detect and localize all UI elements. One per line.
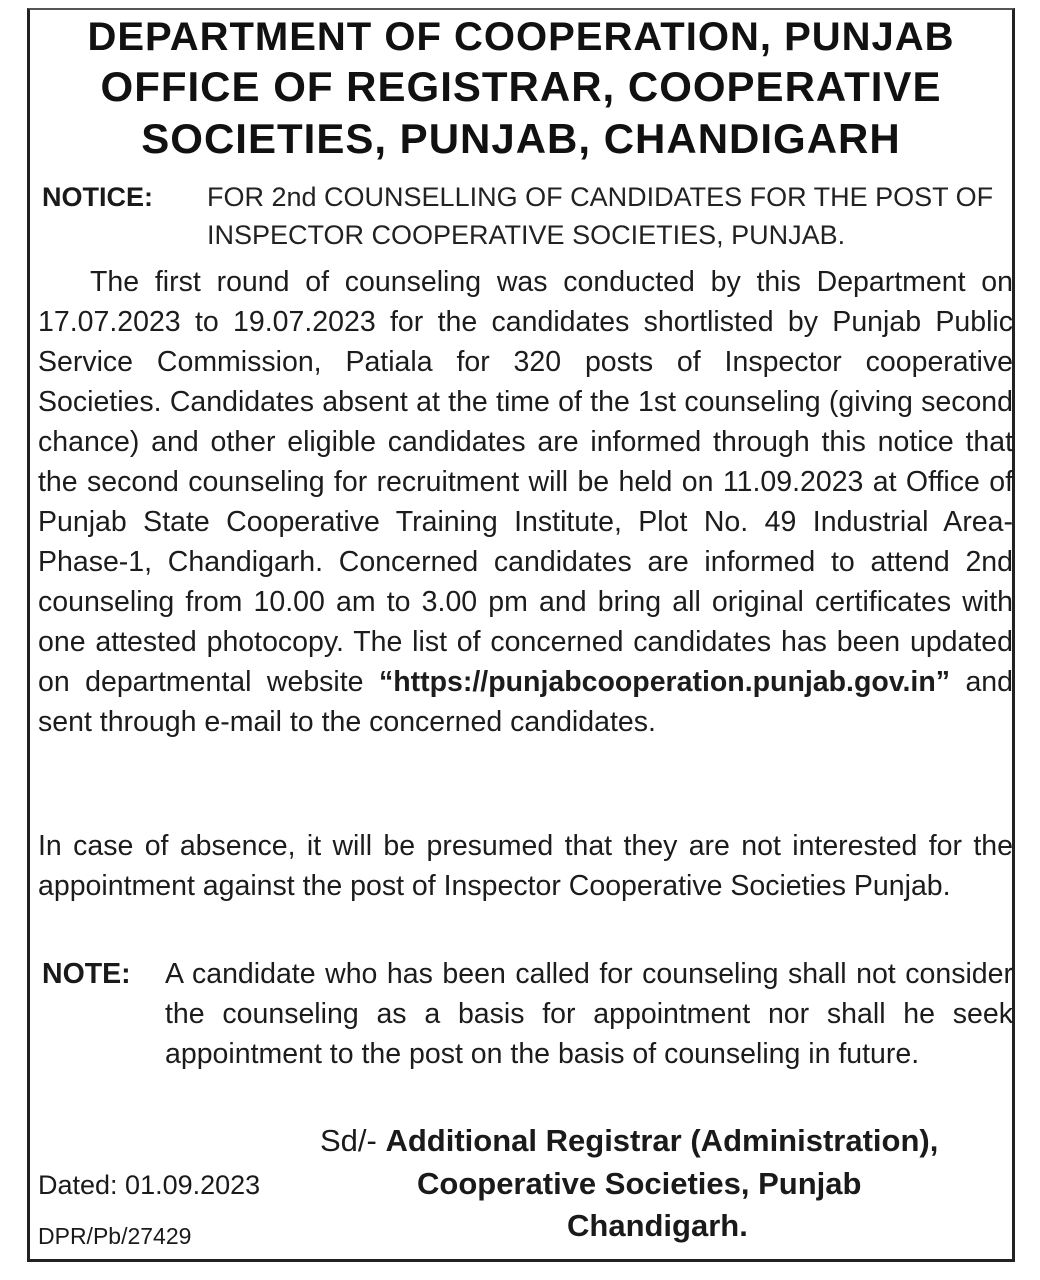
body-paragraph-2: [38, 826, 1013, 906]
signature-line-3: Chandigarh.: [567, 1208, 748, 1243]
notice-label: NOTICE:: [42, 182, 153, 212]
paragraph-1-tail: and sent through e-mail to the concerned candidates.: [38, 666, 1014, 738]
signature-line-2: Cooperative Societies, Punjab: [417, 1166, 862, 1201]
notice-subject: FOR 2nd COUNSELLING OF CANDIDATES FOR THE POST OF INSPECTOR COOPERATIVE SOCIETIES, PUNJAB.: [207, 182, 994, 250]
dated-line: Dated: 01.09.2023: [38, 1170, 261, 1200]
signature-prefix: Sd/-: [320, 1123, 377, 1158]
absence-paragraph: In case of absence, it will be presumed that they are not interested for the appointment against the post of Inspector Cooperative Societies Punjab.: [38, 830, 1013, 902]
office-heading-line2: SOCIETIES, PUNJAB, CHANDIGARH: [141, 115, 901, 162]
signatory-title: Additional Registrar (Administration),: [385, 1123, 939, 1158]
body-paragraph-1: [38, 262, 1013, 742]
department-heading: DEPARTMENT OF COOPERATION, PUNJAB: [87, 15, 955, 59]
office-heading-line1: OFFICE OF REGISTRAR, COOPERATIVE: [100, 63, 942, 110]
paragraph-1-text: The first round of counseling was conducted by this Department on 17.07.2023 to 19.07.2023 for the candidates shortlisted by Punjab Public Service Commission, Patiala for 320 posts of Inspector cooperative Societies. Candidates absent at the time of the 1st counseling (giving second chance) and other eligible candidates are informed through this notice that the second counseling for recruitment will be held on 11.09.2023 at Office of Punjab State Cooperative Training Institute, Plot No. 49 Industrial Area- Phase-1, Chandigarh. Concerned candidates are informed to attend 2nd counseling from 10.00 am to 3.00 pm and bring all original certificates with one attested photocopy. The list of concerned candidates has been updated on departmental website: [38, 266, 1013, 698]
note-text: A candidate who has been called for counseling shall not consider the counseling as a basis for appointment nor shall he seek appointment to the post on the basis of counseling in future.: [165, 958, 1013, 1070]
signature-line-1: [320, 1120, 938, 1162]
dpr-reference: DPR/Pb/27429: [38, 1223, 192, 1249]
department-website-link[interactable]: “https://punjabcooperation.punjab.gov.in”: [378, 666, 951, 698]
note-label: NOTE:: [42, 958, 131, 990]
